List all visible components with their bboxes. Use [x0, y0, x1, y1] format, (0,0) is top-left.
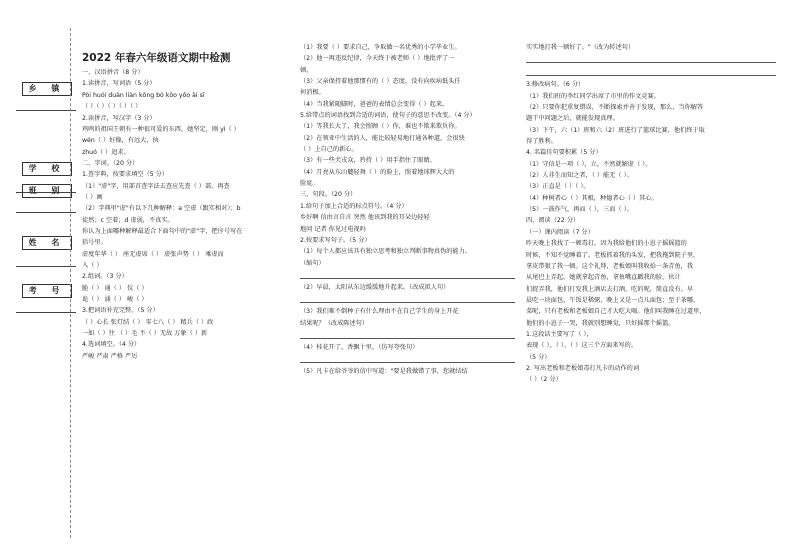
answer-line[interactable]	[526, 55, 776, 63]
text-line: （1）每个人都应该具有独立思考和独立判断事物真伪的能力。	[300, 248, 471, 256]
text-line: （ ）（ ）（ ）（ ）（ ）	[82, 103, 142, 111]
text-line: 乡好啊 信由言自言 突然 他该到我的耳朵边轻轻	[300, 214, 430, 222]
text-line: 实实地打我一顿好了。"（改为转述句）	[526, 44, 635, 51]
text-line: 晨吃一块面包，午饭是稀粥，晚上又是一点儿面包；至于茶哪，	[526, 296, 700, 304]
text-line: 5.给带点的词语找到合适的词语，使句子的意思不改变。（4 分）	[300, 112, 476, 120]
text-line: （3）有一些犬戎众，矜持（ ）用手指住了眼睛。	[300, 157, 436, 165]
column-3	[526, 44, 776, 388]
text-line: （4）月亮从东山麓轻舞（ ）的脸上，照着地球辉大大的	[300, 168, 455, 176]
text-line: 1.读拼音，写词语（5 分）	[82, 80, 156, 88]
text-line: （4）当我紧随脚时，爸爸的表情总会变得（ ）起来。	[300, 100, 449, 108]
text-line: （2）他一再违反纪律，今天终于被老师（ ）地批评了一	[300, 55, 455, 63]
text-line: 4.选词填空。（4 分）	[82, 341, 141, 349]
text-line: （ ）心长 张灯结（ ） 零七八（ ） 精兵（ ）政	[82, 318, 214, 326]
text-line: （5）一鼓作气，再而（ ），三而（ ）。	[526, 206, 633, 214]
text-line: Pòi huói duàn liàn kōng bó kǒo yǒo ài sī	[82, 91, 205, 99]
text-line: 四、阅读（22 分）	[526, 217, 580, 225]
answer-line[interactable]	[300, 295, 515, 303]
text-line: 脆（ ） 通（ ） 仪（ ）	[82, 284, 148, 292]
text-line: 徒然；c 空着；d 虚弱，不真实。	[82, 216, 174, 224]
text-line: 括号里。	[82, 239, 107, 247]
text-line: （5）凡卡在给爷爷的信中写道："要是我做错了事，您就结结	[300, 368, 468, 376]
text-line: 一如（ ）往 （ ）毛 不（ ）无故 万象（ ）新	[82, 330, 208, 338]
text-line: 得了胜利。	[526, 138, 557, 146]
text-line: （1）等我长大了，我会照顾（ ）你，谁也不欺来欺负你。	[300, 123, 461, 131]
text-line: （一）课内阅读（7 分）	[526, 228, 594, 236]
text-line: （2）在领亚中生活的人，能比较轻易地打通各种道，会很快	[300, 134, 465, 142]
text-line: （ ）上自己的新心。	[300, 146, 358, 154]
text-line: 拿皮带狠了我一顿。这个礼拜，老板娘叫我收拾一条青鱼，我	[526, 262, 694, 270]
town-label: 乡 镇	[22, 82, 72, 96]
column-1	[82, 52, 287, 364]
text-line: （ ）画	[82, 193, 103, 201]
text-line: （1）"虚"字，用部首查字法去查应先查（ ）部，再查	[82, 182, 230, 190]
text-line: （3）我们难不倒种子有什么理由不在自己学生的身上开花	[300, 308, 459, 316]
exam-info-sidebar	[12, 70, 77, 540]
exam-number-label: 考 号	[22, 284, 72, 298]
name-label: 姓 名	[22, 236, 72, 250]
class-label: 班 别	[22, 184, 72, 198]
text-line: 他们的小崽子一哭，我就别想睡觉，只好摇那个摇篮。	[526, 319, 675, 327]
text-line: 地问 记者 你见过电视吗	[300, 225, 366, 233]
text-line: 2.按要求写句子。（5 分）	[300, 236, 371, 244]
text-line: （缩句）	[300, 259, 325, 267]
text-line: 虚度年华（ ） 座无虚席（ ） 虚张声势（ ） 乘虚而	[82, 250, 224, 258]
text-line: 结果呢？（改成陈述句）	[300, 319, 369, 327]
text-line: （4）桂花开了，香飘十里。（仿写夸张句）	[300, 343, 419, 351]
text-line: 1.给句子加上合适的标点符号。（4 分）	[300, 202, 408, 210]
text-line: 诡（ ） 涌（ ） 峻（ ）	[82, 296, 148, 303]
text-line: （ ）（2 分）	[526, 376, 562, 384]
text-line: 2. 写出老板和老板娘毒打凡卡的动作的词	[526, 364, 640, 372]
text-line: 题干中问题之后，就能发现真理。	[526, 115, 619, 123]
text-line: wén（ ）好像，有远大、执	[82, 137, 159, 145]
text-line: 3.修改病句。（6 分）	[526, 81, 585, 89]
text-line: 鸡鸣的祖国王朝有一种很可爱的东西，她坚定，刚 yì（ ）	[82, 125, 240, 133]
text-line: 3.把词语补充完整。（5 分）	[82, 307, 159, 315]
text-line: 1.这段话主要写了（ ），	[526, 330, 593, 338]
text-line: 时候，不知不觉睡着了。老板抓着我的头发，把我拖到院子里，	[526, 251, 700, 259]
answer-line[interactable]	[300, 331, 515, 339]
school-label: 学 校	[22, 162, 72, 176]
text-line: 们捉弄我，他们打发我上酒店去打酒，吃的呢，简直没有。早	[526, 285, 694, 293]
text-line: zhuó（ ）追求。	[82, 148, 130, 156]
text-line: （1）我们班的李红同学出席了市里的作文竞赛。	[526, 92, 660, 100]
exam-number-field[interactable]	[16, 312, 76, 313]
text-line: （3）下午，六（1）班和六（2）班进行了篮球比赛，他们终于取	[526, 126, 705, 134]
town-field[interactable]	[16, 110, 76, 111]
text-line: （2）早晨，太阳从东边缓缓地升起来。（改成拟人句）	[300, 283, 450, 291]
text-line: 何消极。	[300, 89, 325, 97]
text-line: 脸庞。	[300, 180, 319, 188]
text-line: 1.查字典，按要求填空（5 分）	[82, 171, 169, 179]
binding-line	[70, 28, 71, 538]
exam-title: 2022 年春六年级语文期中检测	[82, 52, 231, 64]
text-line: 4. 名篇佳句要积累（5 分）	[526, 149, 602, 157]
text-line: 昨天晚上我找了一顿毒打，因为我给他们的小崽子摇摇篮的	[526, 240, 687, 248]
text-line: 你认为上面哪种解释最适合下面句中的"虚"字，把序号写在	[82, 227, 243, 235]
text-line: （2）字典里"虚"有以下几种解释：a 空虚（跟实相对）；b	[82, 205, 241, 213]
text-line: （2）只要你犯重复错误，不断探索并善于发现，那么，当你解答	[526, 104, 704, 112]
text-line: 入（ ）	[82, 261, 103, 269]
text-line: 表现（ ）、（ ）、（ ）这三个方面来写的。	[526, 342, 638, 350]
text-line: 顿。	[300, 66, 313, 74]
text-line: 严峻 严肃 严格 严厉	[82, 352, 138, 360]
class-field[interactable]	[16, 212, 76, 213]
text-line: 2.组词。（3 分）	[82, 273, 128, 281]
answer-line[interactable]	[526, 68, 776, 76]
column-2	[300, 44, 515, 380]
text-line: （5 分）	[526, 353, 551, 361]
name-field[interactable]	[16, 266, 76, 267]
text-line: 一、汉语拼音（8 分）	[82, 69, 144, 77]
text-line: 三、句段。（20 分）	[300, 191, 357, 199]
text-line: （1）我要（ ）要求自己，争取做一名优秀的小学毕业生。	[300, 44, 461, 51]
text-line: （1）守信是一项（ ），立，不然就解虚（ ）。	[526, 160, 652, 168]
text-line: 从尾巴上弄起，她就拿起青鱼，拿鱼嘴直戳我的脸。伙计	[526, 274, 681, 282]
text-line: （3）正直是（ ）（ ）。	[526, 183, 590, 191]
answer-line[interactable]	[300, 355, 515, 363]
text-line: （3）父亲保持着他那惯有的（ ）态度，没有向疾病低头任	[300, 78, 461, 86]
text-line: 菜呢，只有老板和老板娘自己才大吃大喝。他们叫我睡在过道里，	[526, 308, 706, 316]
text-line: 二、字词。（20 分）	[82, 159, 139, 167]
text-line: （4）种树者心（ ）其根，种德者心（ ）其心。	[526, 194, 658, 202]
text-line: 2.读拼音，写汉字（3 分）	[82, 114, 156, 122]
answer-line[interactable]	[300, 271, 515, 279]
text-line: （2）人非生而知之者，（ ）能无（ ）。	[526, 172, 633, 180]
